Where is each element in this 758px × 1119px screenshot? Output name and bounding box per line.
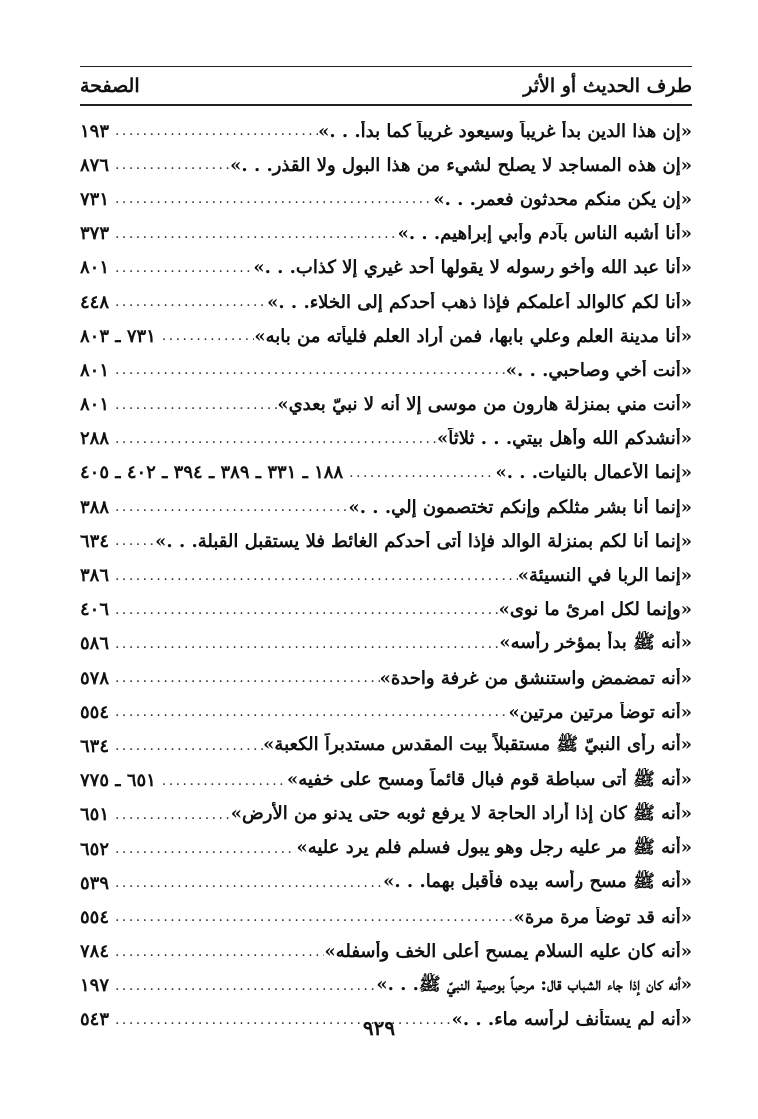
entry-page: ١٩٣ xyxy=(80,120,110,142)
entry-text: «إن يكن منكم محدثون فعمر. . .» xyxy=(433,188,692,210)
entry-text: «أنه تمضمض واستنشق من غرفة واحدة» xyxy=(379,667,692,689)
index-entry xyxy=(80,798,692,832)
index-entry xyxy=(80,251,692,285)
entry-page: ٦٥١ xyxy=(80,804,110,826)
entry-text: «أنا مدينة العلم وعلي بابها، فمن أراد العلم فليأته من بابه» xyxy=(254,325,692,347)
index-entry xyxy=(80,900,692,934)
dot-leader xyxy=(109,875,383,891)
dot-leader xyxy=(109,944,324,960)
entry-text: «إنما الأعمال بالنيات. . .» xyxy=(495,462,692,484)
entry-page: ٨٠١ xyxy=(80,359,110,381)
entry-text: «أنه ﷺ كان إذا أراد الحاجة لا يرفع ثوبه حتى يدنو من الأرض» xyxy=(230,802,692,824)
index-entry xyxy=(80,353,692,387)
index-entry xyxy=(80,969,692,1003)
dot-leader xyxy=(109,704,509,720)
index-entry xyxy=(80,182,692,216)
entry-page: ٦٥١ ـ ٧٧٥ xyxy=(80,770,156,792)
entry-text: «أنه ﷺ بدأ بمؤخر رأسه» xyxy=(499,631,692,653)
dot-leader xyxy=(109,738,263,754)
dot-leader xyxy=(109,362,506,378)
page-number: ٩٢٩ xyxy=(362,1016,396,1040)
entry-page: ٥٣٩ xyxy=(80,872,110,894)
entry-text: «أنا لكم كالوالد أعلمكم فإذا ذهب أحدكم إلى الخلاء. . .» xyxy=(267,291,692,313)
entry-page: ٣٧٣ xyxy=(80,223,110,245)
entry-page: ٥٥٤ xyxy=(80,701,110,723)
entry-page: ٣٨٦ xyxy=(80,565,110,587)
index-entry xyxy=(80,627,692,661)
dot-leader xyxy=(109,568,518,584)
entry-page: ١٩٧ xyxy=(80,975,110,997)
index-entry xyxy=(80,114,692,148)
entry-text: «أنشدكم الله وأهل بيتي. . . ثلاثاً» xyxy=(437,428,692,450)
entry-text: «أنه ﷺ أتى سباطة قوم فبال قائماً ومسح على خفيه» xyxy=(287,768,692,790)
index-entry xyxy=(80,764,692,798)
dot-leader xyxy=(109,978,376,994)
entry-text: «أنه كان عليه السلام يمسح أعلى الخف وأسفله» xyxy=(324,941,692,963)
index-entry xyxy=(80,558,692,592)
entry-page: ٣٨٨ xyxy=(80,496,110,518)
entry-page: ٨٠١ xyxy=(80,257,110,279)
entry-text: «أنه ﷺ مر عليه رجل وهو يبول فسلم فلم يرد عليه» xyxy=(296,837,692,859)
index-entry xyxy=(80,319,692,353)
entry-text: «أنه ﷺ مسح رأسه بيده فأقبل بهما. . .» xyxy=(383,871,692,893)
entry-text: «وإنما لكل امرئ ما نوى» xyxy=(498,599,692,621)
dot-leader xyxy=(109,533,155,549)
entry-text: «أنا أشبه الناس بآدم وأبي إبراهيم. . .» xyxy=(397,223,692,245)
index-entry xyxy=(80,456,692,490)
dot-leader xyxy=(109,636,499,652)
dot-leader xyxy=(109,191,433,207)
entry-text: «إنما الربا في النسيئة» xyxy=(517,565,692,587)
index-entry xyxy=(80,593,692,627)
index-entry xyxy=(80,866,692,900)
index-entry xyxy=(80,148,692,182)
index-entry xyxy=(80,422,692,456)
entry-text: «إن هذه المساجد لا يصلح لشيء من هذا البول ولا القذر. . .» xyxy=(230,154,692,176)
dot-leader xyxy=(109,909,514,925)
entry-text: «أنت مني بمنزلة هارون من موسى إلا أنه لا نبيّ بعدي» xyxy=(277,394,692,416)
entry-page: ٦٣٤ xyxy=(80,530,110,552)
dot-leader xyxy=(156,328,255,344)
entry-page: ٨٠١ xyxy=(80,394,110,416)
entry-page: ٨٧٦ xyxy=(80,154,110,176)
entry-text: «أنه قد توضأ مرة مرة» xyxy=(513,906,692,928)
dot-leader xyxy=(343,465,495,481)
entry-text: «أنا عبد الله وأخو رسوله لا يقولها أحد غيري إلا كذاب. . .» xyxy=(253,257,692,279)
entry-page: ٥٤٣ xyxy=(80,1009,110,1031)
dot-leader xyxy=(109,807,231,823)
header-page-column: الصفحة xyxy=(80,75,140,97)
header-hadith-column: طرف الحديث أو الأثر xyxy=(523,75,692,97)
entry-page: ١٨٨ ـ ٣٣١ ـ ٣٨٩ ـ ٣٩٤ ـ ٤٠٢ ـ ٤٠٥ xyxy=(80,462,344,484)
entry-text: «أنه رأى النبيّ ﷺ مستقبلاً بيت المقدس مستدبراً الكعبة» xyxy=(263,734,692,756)
dot-leader xyxy=(109,157,230,173)
entry-text: «إنما أنا بشر مثلكم وإنكم تختصمون إلي. . .» xyxy=(348,496,692,518)
entry-page: ٤٠٦ xyxy=(80,599,110,621)
entry-page: ٦٣٤ xyxy=(80,735,110,757)
entry-text: «أنه توضأ مرتين مرتين» xyxy=(508,701,692,723)
dot-leader xyxy=(109,670,380,686)
index-entry xyxy=(80,217,692,251)
index-entry xyxy=(80,695,692,729)
table-header xyxy=(80,70,692,102)
index-entries xyxy=(80,114,692,1037)
entry-page: ٥٥٤ xyxy=(80,906,110,928)
top-rule xyxy=(80,66,692,67)
dot-leader xyxy=(109,260,253,276)
entry-text: «إن هذا الدين بدأ غريباً وسيعود غريباً كما بدأ. . .» xyxy=(318,120,692,142)
index-entry xyxy=(80,935,692,969)
dot-leader xyxy=(109,226,398,242)
entry-text: «أنه كان إذا جاء الشباب قال: مرحباً بوصية النبيّ ﷺ. . .» xyxy=(376,973,692,995)
entry-page: ٥٨٦ xyxy=(80,633,110,655)
entry-text: «أنت أخي وصاحبي. . .» xyxy=(505,359,692,381)
entry-page: ٦٥٢ xyxy=(80,838,110,860)
index-entry xyxy=(80,729,692,763)
entry-page: ٤٤٨ xyxy=(80,291,110,313)
dot-leader xyxy=(109,397,277,413)
index-entry xyxy=(80,285,692,319)
index-entry xyxy=(80,490,692,524)
dot-leader xyxy=(109,123,318,139)
index-entry xyxy=(80,661,692,695)
entry-page: ٥٧٨ xyxy=(80,667,110,689)
entry-page: ٧٣١ xyxy=(80,188,110,210)
index-entry xyxy=(80,388,692,422)
index-entry xyxy=(80,524,692,558)
dot-leader xyxy=(109,841,296,857)
dot-leader xyxy=(109,431,437,447)
dot-leader xyxy=(109,602,499,618)
entry-page: ٧٣١ ـ ٨٠٣ xyxy=(80,325,156,347)
entry-page: ٧٨٤ xyxy=(80,941,110,963)
entry-text: «إنما أنا لكم بمنزلة الوالد فإذا أتى أحدكم الغائط فلا يستقبل القبلة. . .» xyxy=(155,530,692,552)
dot-leader xyxy=(156,773,287,789)
entry-text: «أنه لم يستأنف لرأسه ماء. . .» xyxy=(451,1009,692,1031)
index-entry xyxy=(80,832,692,866)
dot-leader xyxy=(109,294,267,310)
entry-page: ٢٨٨ xyxy=(80,428,110,450)
header-rule xyxy=(80,104,692,106)
dot-leader xyxy=(109,499,348,515)
